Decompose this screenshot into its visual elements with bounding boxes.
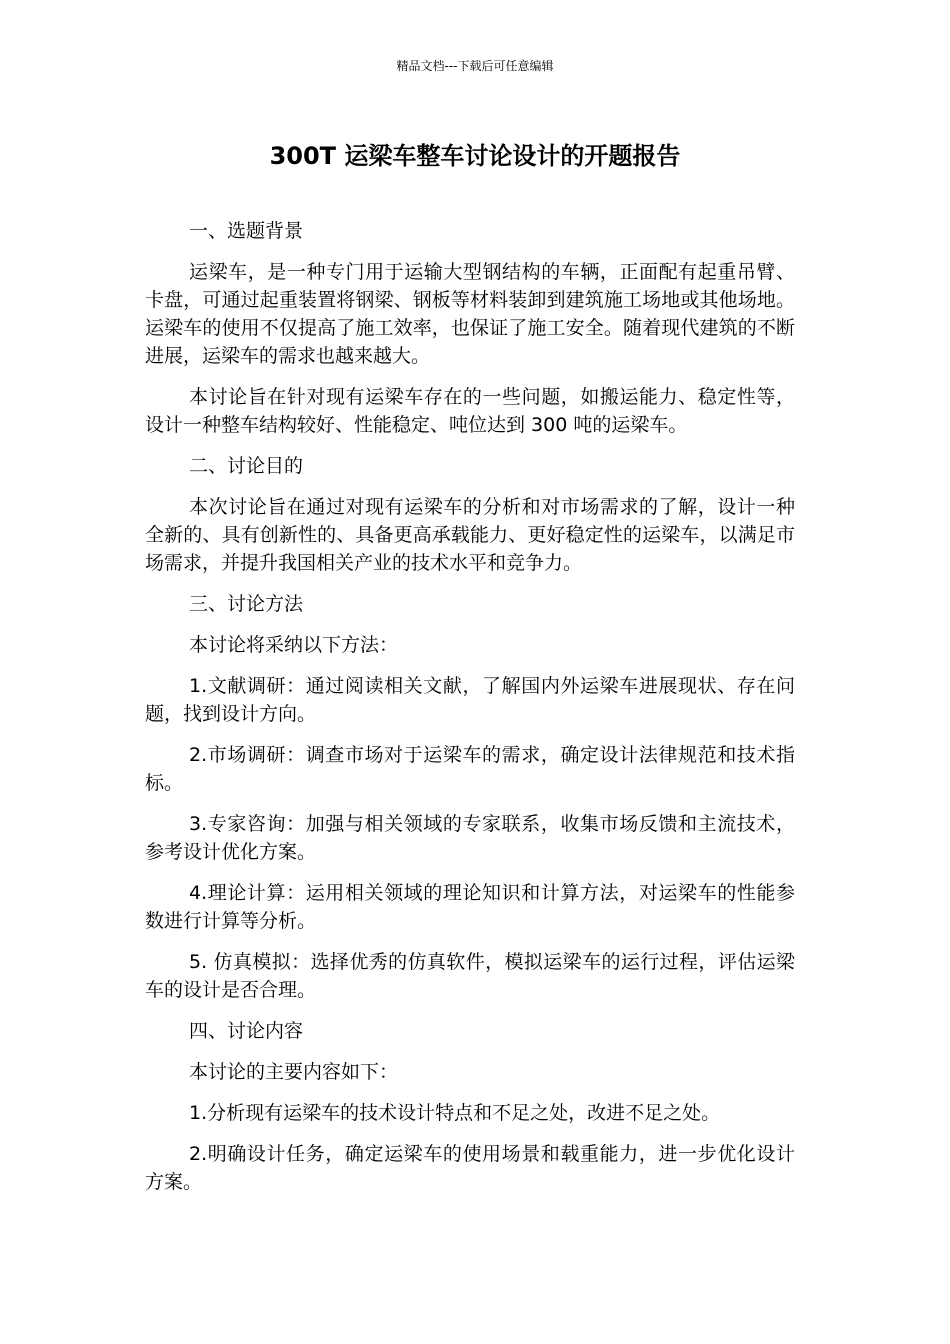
list-item-method-5: 5. 仿真模拟：选择优秀的仿真软件，模拟运梁车的运行过程，评估运梁车的设计是否合理。 [145,951,795,1001]
section-heading-content: 四、讨论内容 [189,1020,304,1042]
paragraph-background-intro: 运梁车，是一种专门用于运输大型钢结构的车辆，正面配有起重吊臂、卡盘，可通过起重装置将钢梁、钢板等材料装卸到建筑施工场地或其他场地。运梁车的使用不仅提高了施工效率，也保证了施工安全。随着现代建筑的不断进展，运梁车的需求也越来越大。 [145,261,795,367]
paragraph-purpose: 本次讨论旨在通过对现有运梁车的分析和对市场需求的了解，设计一种全新的、具有创新性的、具备更高承载能力、更好稳定性的运梁车，以满足市场需求，并提升我国相关产业的技术水平和竞争力。 [145,496,795,574]
page-header: 精品文档---下载后可任意编辑 [396,59,554,73]
section-heading-purpose: 二、讨论目的 [189,455,304,477]
paragraph-content-intro: 本讨论的主要内容如下： [189,1061,399,1083]
list-item-method-3: 3.专家咨询：加强与相关领域的专家联系，收集市场反馈和主流技术，参考设计优化方案。 [145,813,795,863]
section-heading-methods: 三、讨论方法 [189,593,304,615]
list-item-content-2: 2.明确设计任务，确定运梁车的使用场景和载重能力，进一步优化设计方案。 [145,1143,795,1193]
section-heading-background: 一、选题背景 [189,220,304,242]
list-item-method-1: 1.文献调研：通过阅读相关文献，了解国内外运梁车进展现状、存在问题，找到设计方向。 [145,675,795,725]
list-item-method-4: 4.理论计算：运用相关领域的理论知识和计算方法，对运梁车的性能参数进行计算等分析。 [145,882,795,932]
list-item-content-1: 1.分析现有运梁车的技术设计特点和不足之处，改进不足之处。 [189,1102,721,1124]
paragraph-research-aim: 本讨论旨在针对现有运梁车存在的一些问题，如搬运能力、稳定性等，设计一种整车结构较好、性能稳定、吨位达到 300 吨的运梁车。 [145,386,795,436]
document-title: 300T 运梁车整车讨论设计的开题报告 [269,142,681,170]
paragraph-methods-intro: 本讨论将采纳以下方法： [189,634,399,656]
document-body [145,217,795,1209]
list-item-method-2: 2.市场调研：调查市场对于运梁车的需求，确定设计法律规范和技术指标。 [145,744,795,794]
